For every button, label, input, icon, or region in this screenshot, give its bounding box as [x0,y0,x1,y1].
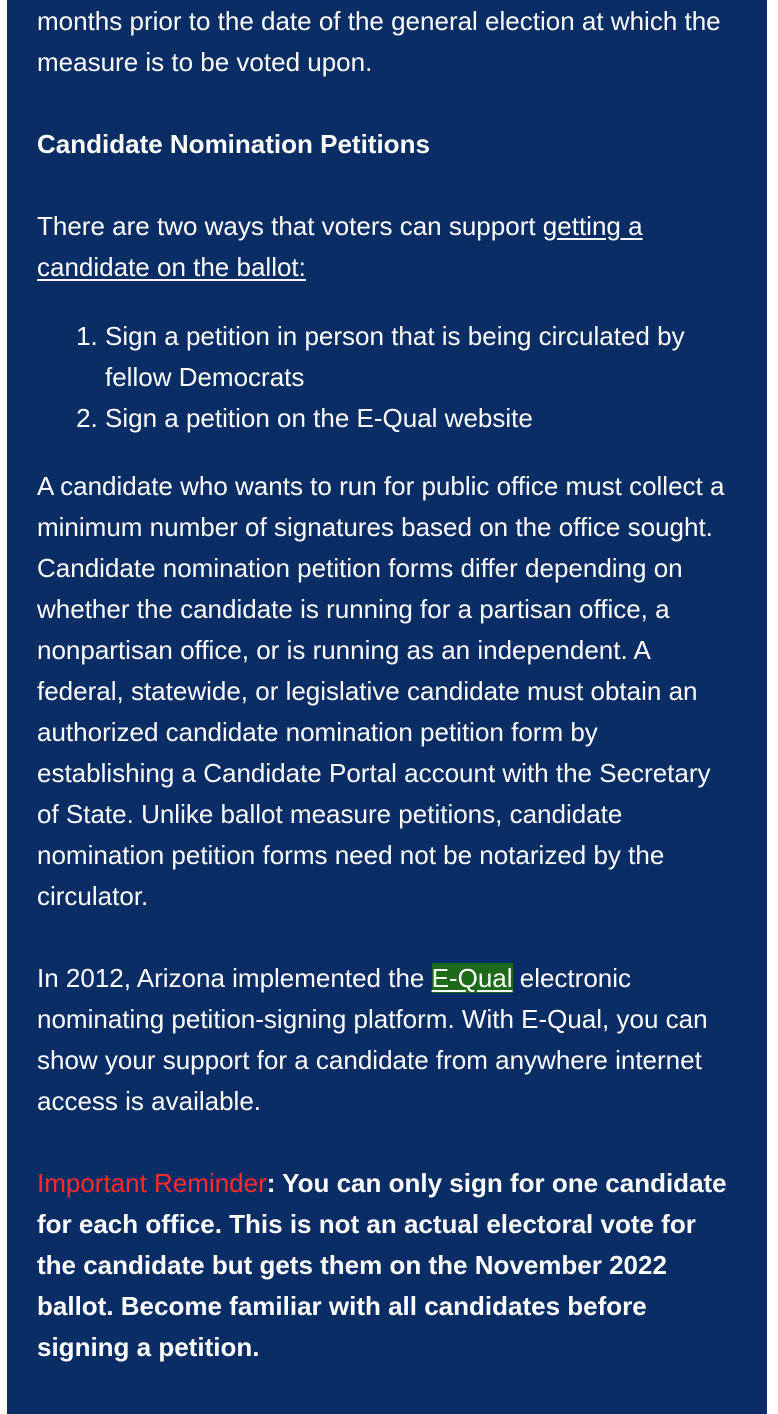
equal-text-after: electronic nominating petition-signing platform. With E-Qual, you can show your support for a candidate from anywhere internet access is available. [37,963,708,1116]
list-item: 1. Sign a petition in person that is being circulated by fellow Democrats [105,316,737,398]
intro-paragraph-tail: months prior to the date of the general election at which the measure is to be voted upon. [37,6,721,77]
equal-text-before: In 2012, Arizona implemented the [37,963,432,993]
list-item: 2. Sign a petition on the E-Qual website [105,398,737,439]
equal-paragraph [37,958,737,1122]
reminder-paragraph [37,1163,737,1368]
candidate-paragraph: A candidate who wants to run for public office must collect a minimum number of signatures based on the office sought. Candidate nomination petition forms differ depending on whether the candidate is running for a partisan office, a nonpartisan office, or is running as an independent. A federal, statewide, or legislative candidate must obtain an authorized candidate nomination petition form by establishing a Candidate Portal account with the Secretary of State. Unlike ballot measure petitions, candidate nomination petition forms need not be notarized by the circulator. [37,471,725,911]
getting-on-ballot-link[interactable]: getting a candidate on the ballot: [37,211,643,282]
steps-list [37,316,737,439]
section-heading: Candidate Nomination Petitions [37,129,430,159]
reminder-text: : You can only sign for one candidate for each office. This is not an actual electoral vote for the candidate but gets them on the November 2022 ballot. Become familiar with all candidates before signing a petition. [37,1168,727,1362]
reminder-label: Important Reminder [37,1168,267,1198]
ways-paragraph [37,206,737,288]
content-panel [7,0,767,1414]
ways-text: There are two ways that voters can support [37,211,543,241]
equal-link[interactable]: E-Qual [431,963,513,993]
